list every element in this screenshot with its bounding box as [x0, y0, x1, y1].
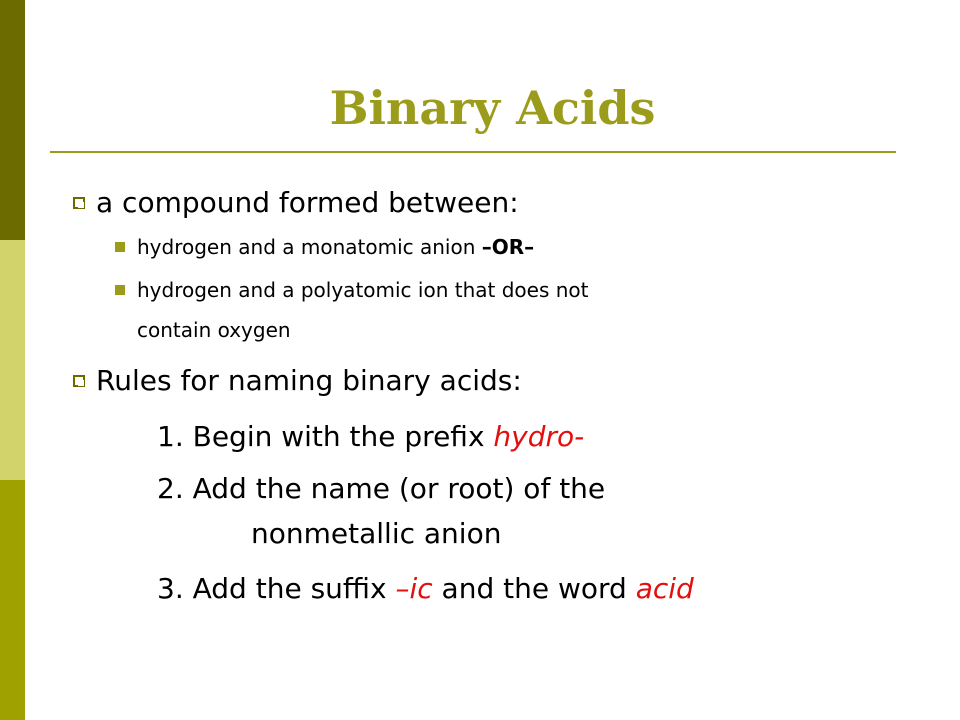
step-3-middle: and the word — [432, 572, 636, 605]
hollow-square-bullet-icon — [73, 197, 85, 209]
step-3-highlight-acid: acid — [635, 572, 694, 605]
step-1-text: 1. Begin with the prefix — [157, 420, 494, 453]
title-divider — [50, 151, 896, 153]
step-1-highlight: hydro- — [493, 420, 585, 453]
step-3-highlight-ic: –ic — [395, 572, 433, 605]
square-bullet-icon — [115, 285, 125, 295]
sub-bullet-polyatomic-line2: contain oxygen — [137, 318, 291, 342]
sub-bullet-monatomic-text: hydrogen and a monatomic anion — [137, 235, 482, 259]
side-bar-light — [0, 240, 25, 480]
step-2-line2: nonmetallic anion — [251, 517, 502, 550]
sub-bullet-monatomic — [137, 232, 897, 262]
side-bar-dark — [0, 0, 25, 240]
step-1 — [157, 418, 584, 456]
side-bar-mid — [0, 480, 25, 720]
bullet-rules: Rules for naming binary acids: — [96, 364, 522, 397]
or-emphasis: –OR– — [481, 235, 535, 259]
square-bullet-icon — [115, 242, 125, 252]
slide-title: Binary Acids — [329, 81, 656, 135]
sub-bullet-polyatomic-line1: hydrogen and a polyatomic ion that does not — [137, 278, 589, 302]
bullet-compound-formed: a compound formed between: — [96, 186, 519, 219]
step-2-line1: 2. Add the name (or root) of the — [157, 472, 606, 505]
hollow-square-bullet-icon — [73, 375, 85, 387]
step-3-text: 3. Add the suffix — [157, 572, 396, 605]
step-3 — [157, 570, 694, 608]
